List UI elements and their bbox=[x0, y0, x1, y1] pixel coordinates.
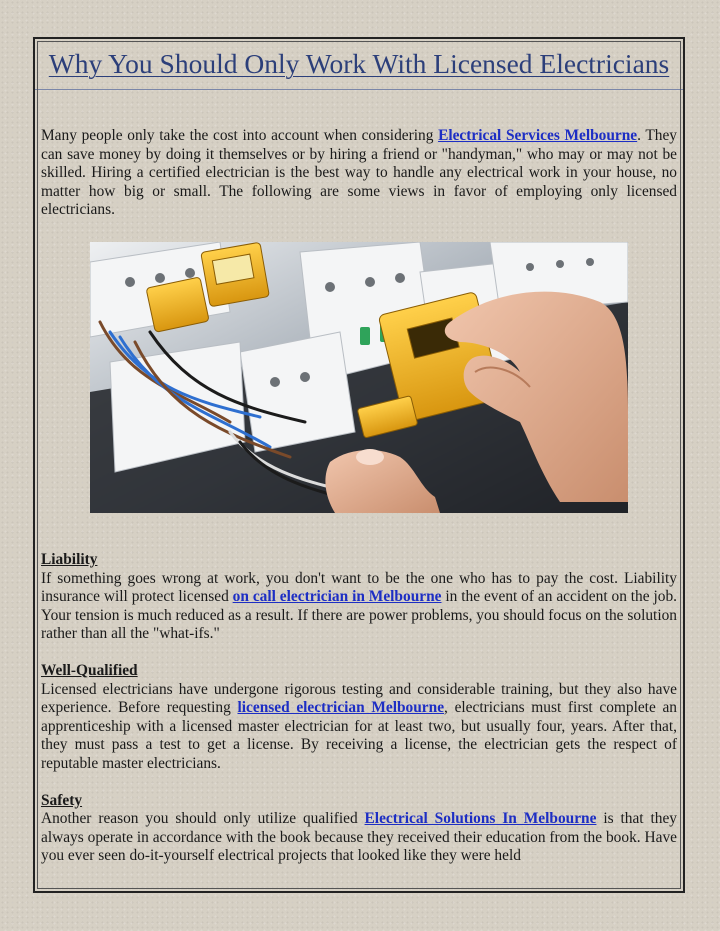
section-heading: Safety bbox=[41, 791, 83, 809]
section-text-before: If something goes wrong at work, you don't want to be the one who has to pay the cost. Liability insurance will protect licensed bbox=[41, 569, 677, 606]
intro-text-after: . They can save money by doing it themselves or by hiring a friend or "handyman," who may or may not be skilled. Hiring a certified electrician is the best way to handle any electrical work in your house, no matter how big or small. The following are some views in favor of employing only licensed electricians. bbox=[41, 127, 677, 219]
page-title: Why You Should Only Work With Licensed Electricians bbox=[35, 47, 683, 90]
intro-paragraph bbox=[41, 127, 677, 220]
section-text-after: , electricians must first complete an apprenticeship with a licensed master electrician for at least two, but usually four, years. After that, they must pass a test to get a license. By receiving a license, the electrician gets the respect of reputable master electricians. bbox=[41, 699, 677, 772]
electrical-services-link[interactable]: Electrical Services Melbourne bbox=[438, 127, 638, 144]
on-call-electrician-link[interactable]: on call electrician in Melbourne bbox=[232, 588, 442, 606]
section-text-after: in the event of an accident on the job. Your tension is much reduced as a result. If there are power problems, you should focus on the solution rather than all the "what-ifs." bbox=[41, 588, 678, 643]
section-text-before: Licensed electricians have undergone rigorous testing and considerable training, but they also have experience. Before requesting bbox=[41, 680, 677, 717]
section-heading: Liability bbox=[41, 550, 98, 568]
section-paragraph bbox=[41, 681, 677, 774]
section-text-after: is that they always operate in accordance with the book because they received their education from the book. Have you ever seen do-it-yourself electrical projects that looked like they were held bbox=[41, 810, 677, 865]
electrical-solutions-link[interactable]: Electrical Solutions In Melbourne bbox=[364, 810, 597, 828]
section-heading: Well-Qualified bbox=[41, 661, 138, 679]
page-frame bbox=[33, 37, 685, 893]
section-well-qualified bbox=[41, 662, 677, 774]
section-safety bbox=[41, 792, 677, 866]
section-text-before: Another reason you should only utilize qualified bbox=[41, 810, 365, 828]
article-body bbox=[35, 127, 683, 866]
section-liability bbox=[41, 551, 677, 644]
electrician-photo bbox=[90, 242, 628, 513]
section-paragraph bbox=[41, 810, 677, 866]
section-paragraph bbox=[41, 570, 677, 644]
intro-text-before: Many people only take the cost into account when considering bbox=[41, 127, 439, 144]
licensed-electrician-link[interactable]: licensed electrician Melbourne bbox=[237, 699, 445, 717]
